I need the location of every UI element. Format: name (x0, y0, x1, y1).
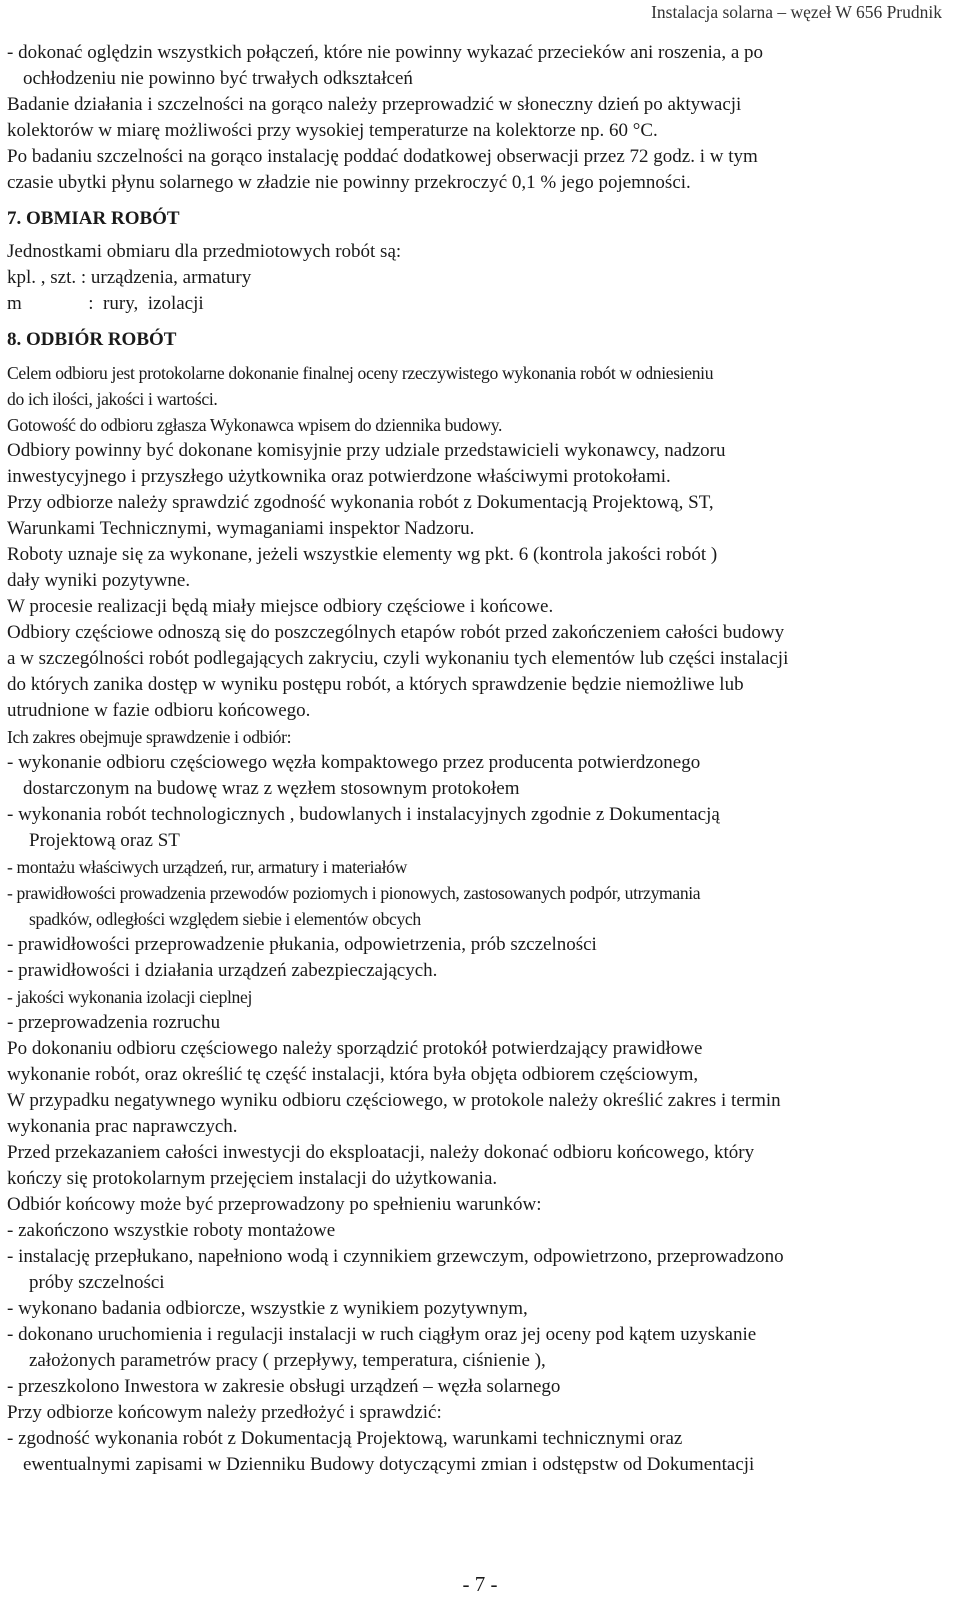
text-line: Po dokonaniu odbioru częściowego należy sporządzić protokół potwierdzający prawidłowe (7, 1038, 703, 1059)
list-item-continuation: założonych parametrów pracy ( przepływy, temperatura, ciśnienie ), (29, 1350, 546, 1371)
text-line: Celem odbioru jest protokolarne dokonanie finalnej oceny rzeczywistego wykonania robót w odniesieniu (7, 363, 714, 383)
document-body (7, 40, 952, 1478)
list-item: - dokonano uruchomienia i regulacji instalacji w ruch ciągłym oraz jej oceny pod kątem uzyskanie (7, 1324, 757, 1345)
text-line: inwestycyjnego i przyszłego użytkownika oraz potwierdzone właściwymi protokołami. (7, 466, 671, 487)
list-item: - zakończono wszystkie roboty montażowe (7, 1220, 336, 1241)
text-line: do których zanika dostęp w wyniku postępu robót, a których sprawdzenie będzie niemożliwe lub (7, 674, 744, 695)
list-item-continuation: próby szczelności (29, 1272, 165, 1293)
text-line: czasie ubytki płynu solarnego w zładzie nie powinny przekroczyć 0,1 % jego pojemności. (7, 172, 691, 193)
list-item: - wykonanie odbioru częściowego węzła kompaktowego przez producenta potwierdzonego (7, 752, 701, 773)
list-item: - instalację przepłukano, napełniono wodą i czynnikiem grzewczym, odpowietrzono, przeprowadzono (7, 1246, 784, 1267)
list-item-continuation: dostarczonym na budowę wraz z węzłem stosownym protokołem (23, 778, 520, 799)
text-line: Przy odbiorze końcowym należy przedłożyć i sprawdzić: (7, 1402, 442, 1423)
text-line: Odbiory powinny być dokonane komisyjnie przy udziale przedstawicieli wykonawcy, nadzoru (7, 440, 726, 461)
text-line: a w szczególności robót podlegających zakryciu, czyli wykonaniu tych elementów lub części instalacji (7, 648, 789, 669)
text-line: Ich zakres obejmuje sprawdzenie i odbiór: (7, 727, 292, 747)
section-heading-odbior: 8. ODBIÓR ROBÓT (7, 329, 177, 350)
list-item: - montażu właściwych urządzeń, rur, armatury i materiałów (7, 857, 407, 877)
text-line: Warunkami Technicznymi, wymaganiami inspektor Nadzoru. (7, 518, 475, 539)
list-item: - przeszkolono Inwestora w zakresie obsługi urządzeń – węzła solarnego (7, 1376, 561, 1397)
text-line: W przypadku negatywnego wyniku odbioru częściowego, w protokole należy określić zakres i termin (7, 1090, 781, 1111)
list-item: - prawidłowości przeprowadzenie płukania, odpowietrzenia, prób szczelności (7, 934, 597, 955)
text-line: wykonania prac naprawczych. (7, 1116, 238, 1137)
list-item: - wykonano badania odbiorcze, wszystkie z wynikiem pozytywnym, (7, 1298, 528, 1319)
list-item: - przeprowadzenia rozruchu (7, 1012, 221, 1033)
text-line: Przed przekazaniem całości inwestycji do eksploatacji, należy dokonać odbioru końcowego, który (7, 1142, 755, 1163)
list-item: - jakości wykonania izolacji cieplnej (7, 987, 252, 1007)
text-line: kończy się protokolarnym przejęciem instalacji do użytkowania. (7, 1168, 498, 1189)
text-line: do ich ilości, jakości i wartości. (7, 389, 218, 409)
section-heading-obmiar: 7. OBMIAR ROBÓT (7, 208, 180, 229)
list-item-continuation: Projektową oraz ST (29, 830, 180, 851)
text-line: wykonanie robót, oraz określić tę część instalacji, która była objęta odbiorem częściowym, (7, 1064, 699, 1085)
text-line: kolektorów w miarę możliwości przy wysokiej temperaturze na kolektorze np. 60 °C. (7, 120, 658, 141)
list-item: - zgodność wykonania robót z Dokumentacją Projektową, warunkami technicznymi oraz (7, 1428, 683, 1449)
text-line: W procesie realizacji będą miały miejsce odbiory częściowe i końcowe. (7, 596, 554, 617)
text-line: Jednostkami obmiaru dla przedmiotowych robót są: (7, 241, 402, 262)
text-line: Po badaniu szczelności na gorąco instalację poddać dodatkowej obserwacji przez 72 godz. i w tym (7, 146, 758, 167)
text-line: ochłodzeniu nie powinno być trwałych odkształceń (23, 68, 413, 89)
text-line: Odbiory częściowe odnoszą się do poszczególnych etapów robót przed zakończeniem całości budowy (7, 622, 785, 643)
text-line: - dokonać oględzin wszystkich połączeń, które nie powinny wykazać przecieków ani roszenia, a po (7, 42, 764, 63)
page-number: - 7 - (462, 1572, 498, 1596)
text-line: Roboty uznaje się za wykonane, jeżeli wszystkie elementy wg pkt. 6 (kontrola jakości robót ) (7, 544, 718, 565)
list-item-continuation: spadków, odległości względem siebie i elementów obcych (29, 909, 421, 929)
list-item: - wykonania robót technologicznych , budowlanych i instalacyjnych zgodnie z Dokumentacją (7, 804, 720, 825)
list-item: - prawidłowości i działania urządzeń zabezpieczających. (7, 960, 438, 981)
list-item: - prawidłowości prowadzenia przewodów poziomych i pionowych, zastosowanych podpór, utrzymania (7, 883, 701, 903)
running-header: Instalacja solarna – węzeł W 656 Prudnik (651, 2, 942, 22)
text-line: dały wyniki pozytywne. (7, 570, 191, 591)
text-line: utrudnione w fazie odbioru końcowego. (7, 700, 311, 721)
text-line: m : rury, izolacji (7, 293, 204, 314)
text-line: kpl. , szt. : urządzenia, armatury (7, 267, 252, 288)
text-line: Badanie działania i szczelności na gorąco należy przeprowadzić w słoneczny dzień po aktywacji (7, 94, 742, 115)
text-line: Gotowość do odbioru zgłasza Wykonawca wpisem do dziennika budowy. (7, 415, 503, 435)
list-item-continuation: ewentualnymi zapisami w Dzienniku Budowy dotyczącymi zmian i odstępstw od Dokumentacji (23, 1454, 755, 1475)
text-line: Przy odbiorze należy sprawdzić zgodność wykonania robót z Dokumentacją Projektową, ST, (7, 492, 714, 513)
text-line: Odbiór końcowy może być przeprowadzony po spełnieniu warunków: (7, 1194, 542, 1215)
